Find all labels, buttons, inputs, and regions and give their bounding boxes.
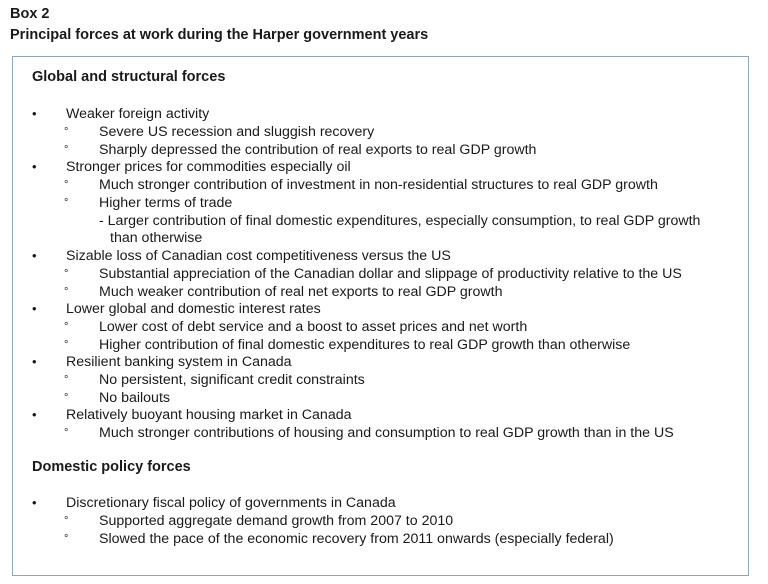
sub-marker-icon: ° bbox=[64, 339, 69, 351]
sub-item-text: Much weaker contribution of real net exports to real GDP growth bbox=[99, 284, 503, 300]
item-text: Discretionary fiscal policy of governments in Canada bbox=[66, 495, 396, 511]
sub-marker-icon: ° bbox=[64, 374, 69, 386]
sub-item-text: Slowed the pace of the economic recovery from 2011 onwards (especially federal) bbox=[99, 531, 614, 547]
sub-item-text: Severe US recession and sluggish recovery bbox=[99, 124, 375, 140]
sub-item-text: Lower cost of debt service and a boost to asset prices and net worth bbox=[99, 319, 528, 335]
bullet-icon: • bbox=[32, 407, 37, 422]
sub-item-text: Much stronger contributions of housing and consumption to real GDP growth than in the US bbox=[99, 425, 674, 441]
sub-marker-icon: ° bbox=[64, 515, 69, 527]
item-text: Relatively buoyant housing market in Canada bbox=[66, 407, 352, 423]
bullet-icon: • bbox=[32, 106, 37, 121]
box-label: Box 2 bbox=[10, 6, 50, 22]
item-text: Weaker foreign activity bbox=[66, 106, 210, 122]
section-title-global: Global and structural forces bbox=[32, 69, 226, 85]
sub-marker-icon: ° bbox=[64, 126, 69, 138]
item-text: Stronger prices for commodities especially oil bbox=[66, 159, 351, 175]
bullet-icon: • bbox=[32, 354, 37, 369]
section-title-domestic: Domestic policy forces bbox=[32, 459, 191, 475]
dash-item-text: - Larger contribution of final domestic expenditures, especially consumption, to real GDP growth bbox=[99, 213, 701, 229]
sub-item-text: Sharply depressed the contribution of real exports to real GDP growth bbox=[99, 142, 537, 158]
bullet-icon: • bbox=[32, 159, 37, 174]
sub-item-text: No persistent, significant credit constraints bbox=[99, 372, 365, 388]
sub-marker-icon: ° bbox=[64, 268, 69, 280]
sub-item-text: No bailouts bbox=[99, 390, 170, 406]
sub-item-text: Substantial appreciation of the Canadian dollar and slippage of productivity relative to the US bbox=[99, 266, 682, 282]
sub-marker-icon: ° bbox=[64, 179, 69, 191]
sub-item-text: Higher contribution of final domestic expenditures to real GDP growth than otherwise bbox=[99, 337, 631, 353]
sub-item-text: Supported aggregate demand growth from 2007 to 2010 bbox=[99, 513, 454, 529]
item-text: Resilient banking system in Canada bbox=[66, 354, 292, 370]
sub-item-text: Much stronger contribution of investment in non-residential structures to real GDP growth bbox=[99, 177, 658, 193]
bullet-icon: • bbox=[32, 248, 37, 263]
item-text: Sizable loss of Canadian cost competitiveness versus the US bbox=[66, 248, 451, 264]
sub-marker-icon: ° bbox=[64, 427, 69, 439]
sub-marker-icon: ° bbox=[64, 197, 69, 209]
sub-marker-icon: ° bbox=[64, 321, 69, 333]
content-panel bbox=[12, 56, 749, 576]
sub-marker-icon: ° bbox=[64, 392, 69, 404]
bullet-icon: • bbox=[32, 495, 37, 510]
sub-marker-icon: ° bbox=[64, 144, 69, 156]
box-title: Principal forces at work during the Harper government years bbox=[10, 27, 429, 43]
item-text: Lower global and domestic interest rates bbox=[66, 301, 321, 317]
dash-item-text-cont: than otherwise bbox=[110, 230, 203, 246]
sub-marker-icon: ° bbox=[64, 286, 69, 298]
sub-marker-icon: ° bbox=[64, 533, 69, 545]
bullet-icon: • bbox=[32, 301, 37, 316]
sub-item-text: Higher terms of trade bbox=[99, 195, 233, 211]
